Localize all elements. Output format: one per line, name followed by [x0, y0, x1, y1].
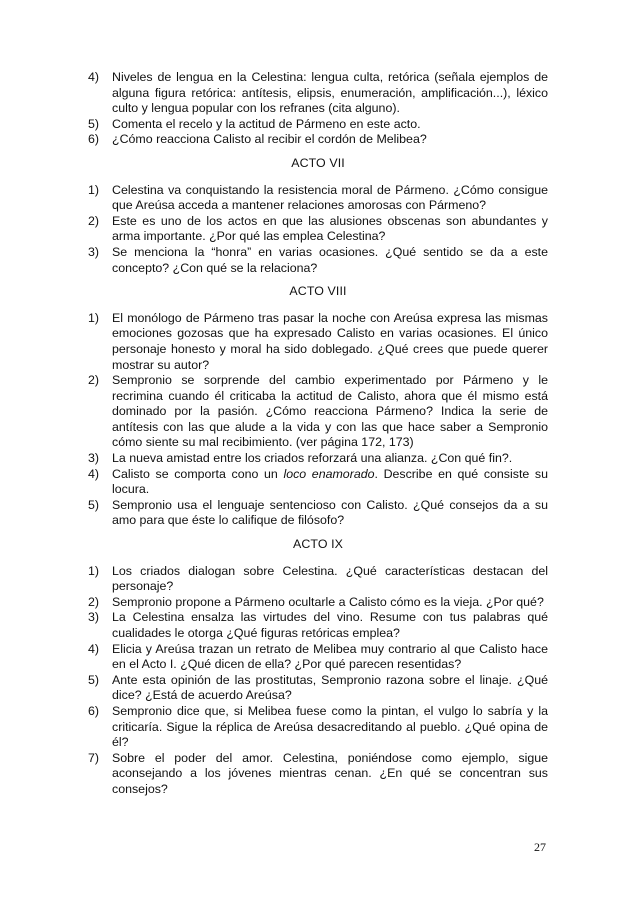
item-text: Calisto se comporta cono un loco enamorado. Describe en qué consiste su locura.: [112, 466, 549, 497]
list-item: [88, 498, 548, 529]
item-number: 1): [88, 310, 100, 325]
list-item: [88, 451, 548, 467]
item-text: Comenta el recelo y la actitud de Pármeno en este acto.: [112, 116, 421, 131]
item-text: El monólogo de Pármeno tras pasar la noche con Areúsa expresa las mismas emociones gozosas que ha expresado Calisto en varias ocasiones. El único personaje honesto y moral ha sido doblegado. ¿Qué crees que puede querer mostrar su autor?: [112, 310, 548, 372]
item-number: 4): [88, 70, 100, 84]
item-text: Sempronio propone a Pármeno ocultarle a Calisto cómo es la vieja. ¿Por qué?: [112, 594, 544, 609]
list-item: [88, 373, 548, 451]
list-item: [88, 467, 548, 498]
item-number: 5): [88, 672, 100, 687]
list-item: [88, 564, 548, 595]
item-number: 2): [88, 594, 100, 609]
item-number: 3): [88, 244, 100, 259]
item-text: Celestina va conquistando la resistencia moral de Pármeno. ¿Cómo consigue que Areúsa acceda a mantener relaciones amorosas con Pármeno?: [112, 182, 548, 213]
acto-vii-question-list: [88, 183, 548, 277]
item-text: Ante esta opinión de las prostitutas, Sempronio razona sobre el linaje. ¿Qué dice? ¿Está de acuerdo Areúsa?: [112, 672, 548, 703]
item-text: Sobre el poder del amor. Celestina, poniéndose como ejemplo, sigue aconsejando a los jóvenes mientras cenan. ¿En qué se concentran sus consejos?: [112, 750, 548, 796]
item-number: 4): [88, 466, 100, 481]
list-item: [88, 642, 548, 673]
item-text: Niveles de lengua en la Celestina: lengua culta, retórica (señala ejemplos de alguna figura retórica: antítesis, elipsis, enumeración, amplificación...), léxico culto y lengua popular con los refranes (cita alguno).: [112, 70, 548, 116]
item-number: 6): [88, 132, 100, 147]
item-text: Elicia y Areúsa trazan un retrato de Melibea muy contrario al que Calisto hace en el Acto I. ¿Qué dicen de ella? ¿Por qué parecen resentidas?: [112, 641, 548, 672]
item-number: 1): [88, 182, 100, 197]
list-item: [88, 132, 548, 148]
item-number: 2): [88, 373, 100, 388]
acto-ix-question-list: [88, 564, 548, 798]
section-heading-acto-ix: ACTO IX: [292, 537, 344, 552]
item-number: 1): [88, 563, 100, 578]
list-item: [88, 673, 548, 704]
list-item: [88, 70, 548, 117]
section-heading-acto-viii: ACTO VIII: [289, 284, 347, 299]
list-item: [88, 610, 548, 641]
item-number: 7): [88, 750, 100, 765]
item-number: 6): [88, 703, 100, 718]
list-item: [88, 311, 548, 373]
item-text: Sempronio usa el lenguaje sentencioso con Calisto. ¿Qué consejos da a su amo para que éste lo califique de filósofo?: [112, 497, 548, 528]
item-number: 3): [88, 451, 100, 466]
item-text: Sempronio dice que, si Melibea fuese como la pintan, el vulgo lo sabría y la criticaría. Sigue la réplica de Areúsa desacreditando al pueblo. ¿Qué opina de él?: [112, 703, 548, 750]
list-item: [88, 704, 548, 751]
item-text: La Celestina ensalza las virtudes del vino. Resume con tus palabras qué cualidades le otorga ¿Qué figuras retóricas emplea?: [112, 610, 548, 640]
section-heading-acto-vii: ACTO VII: [291, 155, 345, 170]
item-text: Este es uno de los actos en que las alusiones obscenas son abundantes y arma importante. ¿Por qué las emplea Celestina?: [112, 213, 548, 244]
intro-question-list: [88, 70, 548, 148]
item-number: 5): [88, 116, 100, 131]
list-item: [88, 595, 548, 611]
item-text: Se menciona la “honra” en varias ocasiones. ¿Qué sentido se da a este concepto? ¿Con qué se la relaciona?: [112, 244, 548, 275]
acto-viii-question-list: [88, 311, 548, 529]
item-number: 3): [88, 610, 100, 625]
item-number: 2): [88, 213, 100, 228]
page-number: 27: [534, 840, 546, 854]
list-item: [88, 751, 548, 798]
item-number: 4): [88, 641, 100, 656]
list-item: [88, 183, 548, 214]
item-text: Sempronio se sorprende del cambio experimentado por Pármeno y le recrimina cuando él criticaba la actitud de Calisto, ahora que él mismo está dominado por la pasión. ¿Cómo reacciona Pármeno? Indica la serie de antítesis con las que alude a la vida y con las que hace saber a Sempronio cómo siente su mal recibimiento. (ver página 172, 173): [112, 373, 548, 450]
item-text: Los criados dialogan sobre Celestina. ¿Qué características destacan del personaje?: [112, 563, 548, 594]
item-text: La nueva amistad entre los criados reforzará una alianza. ¿Con qué fin?.: [112, 451, 513, 466]
list-item: [88, 117, 548, 133]
item-text: ¿Cómo reacciona Calisto al recibir el cordón de Melibea?: [112, 132, 427, 147]
italic-phrase: loco enamorado: [283, 466, 375, 481]
list-item: [88, 214, 548, 245]
list-item: [88, 245, 548, 276]
item-number: 5): [88, 497, 100, 512]
document-page: [88, 70, 548, 798]
